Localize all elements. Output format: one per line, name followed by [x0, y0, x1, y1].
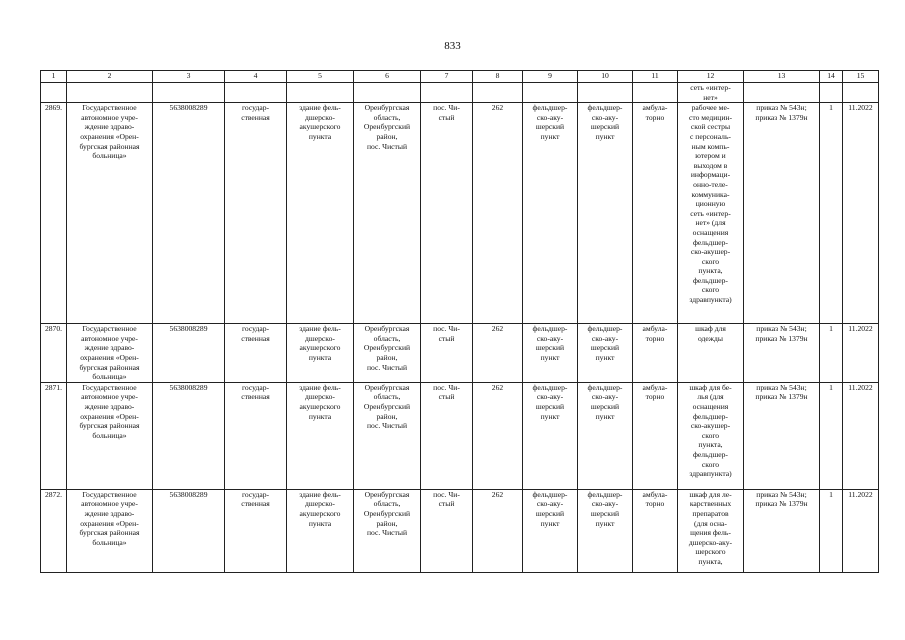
cell — [473, 83, 523, 103]
inn-cell: 5638008289 — [153, 489, 225, 572]
unit-cell: фельдшер- ско-аку- шерский пункт — [523, 382, 578, 489]
organization-cell: Государственное автономное учре- ждение здраво- охранения «Орен- бургская районная больница» — [67, 103, 153, 324]
building-cell: здание фель- дшерско- акушерского пункта — [287, 489, 354, 572]
cell — [153, 83, 225, 103]
unit-cell: фельдшер- ско-аку- шерский пункт — [523, 324, 578, 383]
row-number-cell: 2869. — [41, 103, 67, 324]
inn-cell: 5638008289 — [153, 324, 225, 383]
subunit-cell: фельдшер- ско-аку- шерский пункт — [578, 103, 633, 324]
care-type-cell: амбула- торно — [633, 324, 678, 383]
date-cell: 11.2022 — [843, 382, 879, 489]
inn-cell: 5638008289 — [153, 103, 225, 324]
order-cell: приказ № 543н; приказ № 1379н — [744, 103, 820, 324]
column-number: 15 — [843, 71, 879, 83]
table-row — [41, 489, 879, 572]
address-cell: Оренбургская область, Оренбургский район, пос. Чистый — [354, 324, 421, 383]
equipment-cell: шкаф для одежды — [678, 324, 744, 383]
order-cell: приказ № 543н; приказ № 1379н — [744, 382, 820, 489]
building-cell: здание фель- дшерско- акушерского пункта — [287, 324, 354, 383]
row-number-cell: 2872. — [41, 489, 67, 572]
unit-cell: фельдшер- ско-аку- шерский пункт — [523, 489, 578, 572]
page-number: 833 — [444, 40, 461, 52]
subunit-cell: фельдшер- ско-аку- шерский пункт — [578, 382, 633, 489]
subunit-cell: фельдшер- ско-аку- шерский пункт — [578, 489, 633, 572]
organization-cell: Государственное автономное учре- ждение здраво- охранения «Орен- бургская районная больница» — [67, 324, 153, 383]
date-cell: 11.2022 — [843, 489, 879, 572]
cell — [421, 83, 473, 103]
column-number: 4 — [225, 71, 287, 83]
column-number: 1 — [41, 71, 67, 83]
quantity-cell: 1 — [820, 324, 843, 383]
column-number: 9 — [523, 71, 578, 83]
inn-cell: 5638008289 — [153, 382, 225, 489]
building-cell: здание фель- дшерско- акушерского пункта — [287, 103, 354, 324]
column-number: 5 — [287, 71, 354, 83]
code-cell: 262 — [473, 489, 523, 572]
row-number-cell: 2870. — [41, 324, 67, 383]
cell — [843, 83, 879, 103]
locality-cell: пос. Чи- стый — [421, 489, 473, 572]
quantity-cell: 1 — [820, 489, 843, 572]
column-number: 6 — [354, 71, 421, 83]
order-cell: приказ № 543н; приказ № 1379н — [744, 324, 820, 383]
cell — [633, 83, 678, 103]
address-cell: Оренбургская область, Оренбургский район, пос. Чистый — [354, 489, 421, 572]
column-number: 7 — [421, 71, 473, 83]
cell — [225, 83, 287, 103]
cell — [41, 83, 67, 103]
column-number: 3 — [153, 71, 225, 83]
column-number: 14 — [820, 71, 843, 83]
column-number: 13 — [744, 71, 820, 83]
care-type-cell: амбула- торно — [633, 103, 678, 324]
care-type-cell: амбула- торно — [633, 382, 678, 489]
date-cell: 11.2022 — [843, 103, 879, 324]
column-number-row — [41, 71, 879, 83]
care-type-cell: амбула- торно — [633, 489, 678, 572]
column-number: 12 — [678, 71, 744, 83]
ownership-cell: государ- ственная — [225, 103, 287, 324]
locality-cell: пос. Чи- стый — [421, 324, 473, 383]
organization-cell: Государственное автономное учре- ждение здраво- охранения «Орен- бургская районная больница» — [67, 382, 153, 489]
address-cell: Оренбургская область, Оренбургский район, пос. Чистый — [354, 382, 421, 489]
code-cell: 262 — [473, 103, 523, 324]
subunit-cell: фельдшер- ско-аку- шерский пункт — [578, 324, 633, 383]
code-cell: 262 — [473, 382, 523, 489]
continuation-row — [41, 83, 879, 103]
address-cell: Оренбургская область, Оренбургский район, пос. Чистый — [354, 103, 421, 324]
cell — [820, 83, 843, 103]
column-number: 8 — [473, 71, 523, 83]
table-row — [41, 103, 879, 324]
quantity-cell: 1 — [820, 382, 843, 489]
table-row — [41, 382, 879, 489]
table-row — [41, 324, 879, 383]
ownership-cell: государ- ственная — [225, 382, 287, 489]
locality-cell: пос. Чи- стый — [421, 103, 473, 324]
quantity-cell: 1 — [820, 103, 843, 324]
column-number: 11 — [633, 71, 678, 83]
equipment-cell: шкаф для бе- лья (для оснащения фельдшер- ско-акушер- ского пункта, фельдшер- ского здравпункта) — [678, 382, 744, 489]
cell — [744, 83, 820, 103]
code-cell: 262 — [473, 324, 523, 383]
cell — [578, 83, 633, 103]
cell — [67, 83, 153, 103]
ownership-cell: государ- ственная — [225, 324, 287, 383]
cell — [523, 83, 578, 103]
unit-cell: фельдшер- ско-аку- шерский пункт — [523, 103, 578, 324]
locality-cell: пос. Чи- стый — [421, 382, 473, 489]
equipment-cell: шкаф для ле- карственных препаратов (для осна- щения фель- дшерско-аку- шерского пункта, — [678, 489, 744, 572]
column-number: 2 — [67, 71, 153, 83]
cell — [354, 83, 421, 103]
order-cell: приказ № 543н; приказ № 1379н — [744, 489, 820, 572]
organization-cell: Государственное автономное учре- ждение здраво- охранения «Орен- бургская районная больница» — [67, 489, 153, 572]
equipment-cell: рабочее ме- сто медицин- ской сестры с персональ- ным компь- ютером и выходом в информаци- онно-теле- коммуника- ционную сеть «интер- нет» (для оснащения фельдшер- ско-акушер- ского пункта, фельдшер- ского здравпункта) — [678, 103, 744, 324]
registry-table — [40, 70, 879, 573]
equipment-cell: сеть «интер- нет» — [678, 83, 744, 103]
ownership-cell: государ- ственная — [225, 489, 287, 572]
date-cell: 11.2022 — [843, 324, 879, 383]
cell — [287, 83, 354, 103]
building-cell: здание фель- дшерско- акушерского пункта — [287, 382, 354, 489]
column-number: 10 — [578, 71, 633, 83]
row-number-cell: 2871. — [41, 382, 67, 489]
